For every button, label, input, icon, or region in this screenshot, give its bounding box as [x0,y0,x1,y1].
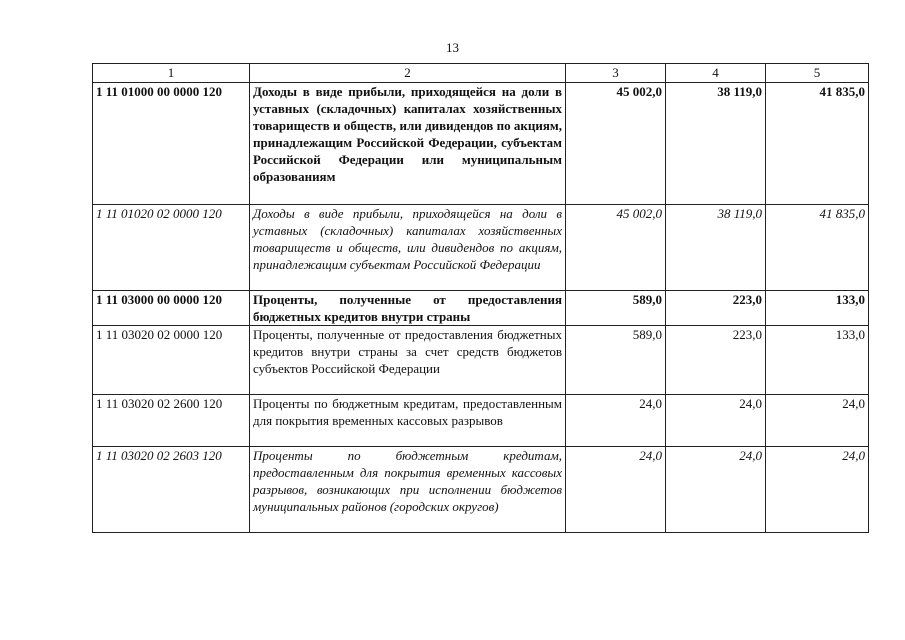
budget-code: 1 11 03020 02 2600 120 [93,395,250,447]
value-col3: 45 002,0 [566,205,666,291]
value-col3: 45 002,0 [566,83,666,205]
value-col4: 38 119,0 [666,83,766,205]
column-header: 4 [666,64,766,83]
value-col4: 223,0 [666,291,766,326]
row-description: Проценты по бюджетным кредитам, предоставленным для покрытия временных кассовых разрывов [250,395,566,447]
column-header: 5 [766,64,869,83]
value-col4: 223,0 [666,326,766,395]
budget-revenue-table [92,63,869,533]
budget-code: 1 11 03000 00 0000 120 [93,291,250,326]
value-col3: 589,0 [566,326,666,395]
table-row [93,395,869,447]
table-row [93,205,869,291]
table-row [93,83,869,205]
value-col5: 133,0 [766,326,869,395]
value-col3: 589,0 [566,291,666,326]
value-col5: 24,0 [766,395,869,447]
value-col3: 24,0 [566,447,666,533]
value-col4: 24,0 [666,395,766,447]
table-row [93,291,869,326]
value-col5: 133,0 [766,291,869,326]
budget-code: 1 11 03020 02 2603 120 [93,447,250,533]
row-description: Проценты, полученные от предоставления бюджетных кредитов внутри страны [250,291,566,326]
value-col4: 24,0 [666,447,766,533]
page-number: 13 [446,40,459,55]
column-header: 3 [566,64,666,83]
column-header: 2 [250,64,566,83]
value-col3: 24,0 [566,395,666,447]
table-row [93,326,869,395]
row-description: Доходы в виде прибыли, приходящейся на доли в уставных (складочных) капиталах хозяйственных товариществ и обществ, или дивидендов по акциям, принадлежащим Российской Федерации, субъектам Российской Федерации или муниципальным образованиям [250,83,566,205]
value-col5: 41 835,0 [766,83,869,205]
row-description: Проценты по бюджетным кредитам, предоставленным для покрытия временных кассовых разрывов, возникающих при исполнении бюджетов муниципальных районов (городских округов) [250,447,566,533]
column-header: 1 [93,64,250,83]
value-col5: 24,0 [766,447,869,533]
budget-code: 1 11 01020 02 0000 120 [93,205,250,291]
value-col4: 38 119,0 [666,205,766,291]
budget-code: 1 11 01000 00 0000 120 [93,83,250,205]
row-description: Доходы в виде прибыли, приходящейся на доли в уставных (складочных) капиталах хозяйственных товариществ и обществ, или дивидендов по акциям, принадлежащим субъектам Российской Федерации [250,205,566,291]
budget-code: 1 11 03020 02 0000 120 [93,326,250,395]
table-header-row [93,64,869,83]
row-description: Проценты, полученные от предоставления бюджетных кредитов внутри страны за счет средств бюджетов субъектов Российской Федерации [250,326,566,395]
table-row [93,447,869,533]
value-col5: 41 835,0 [766,205,869,291]
